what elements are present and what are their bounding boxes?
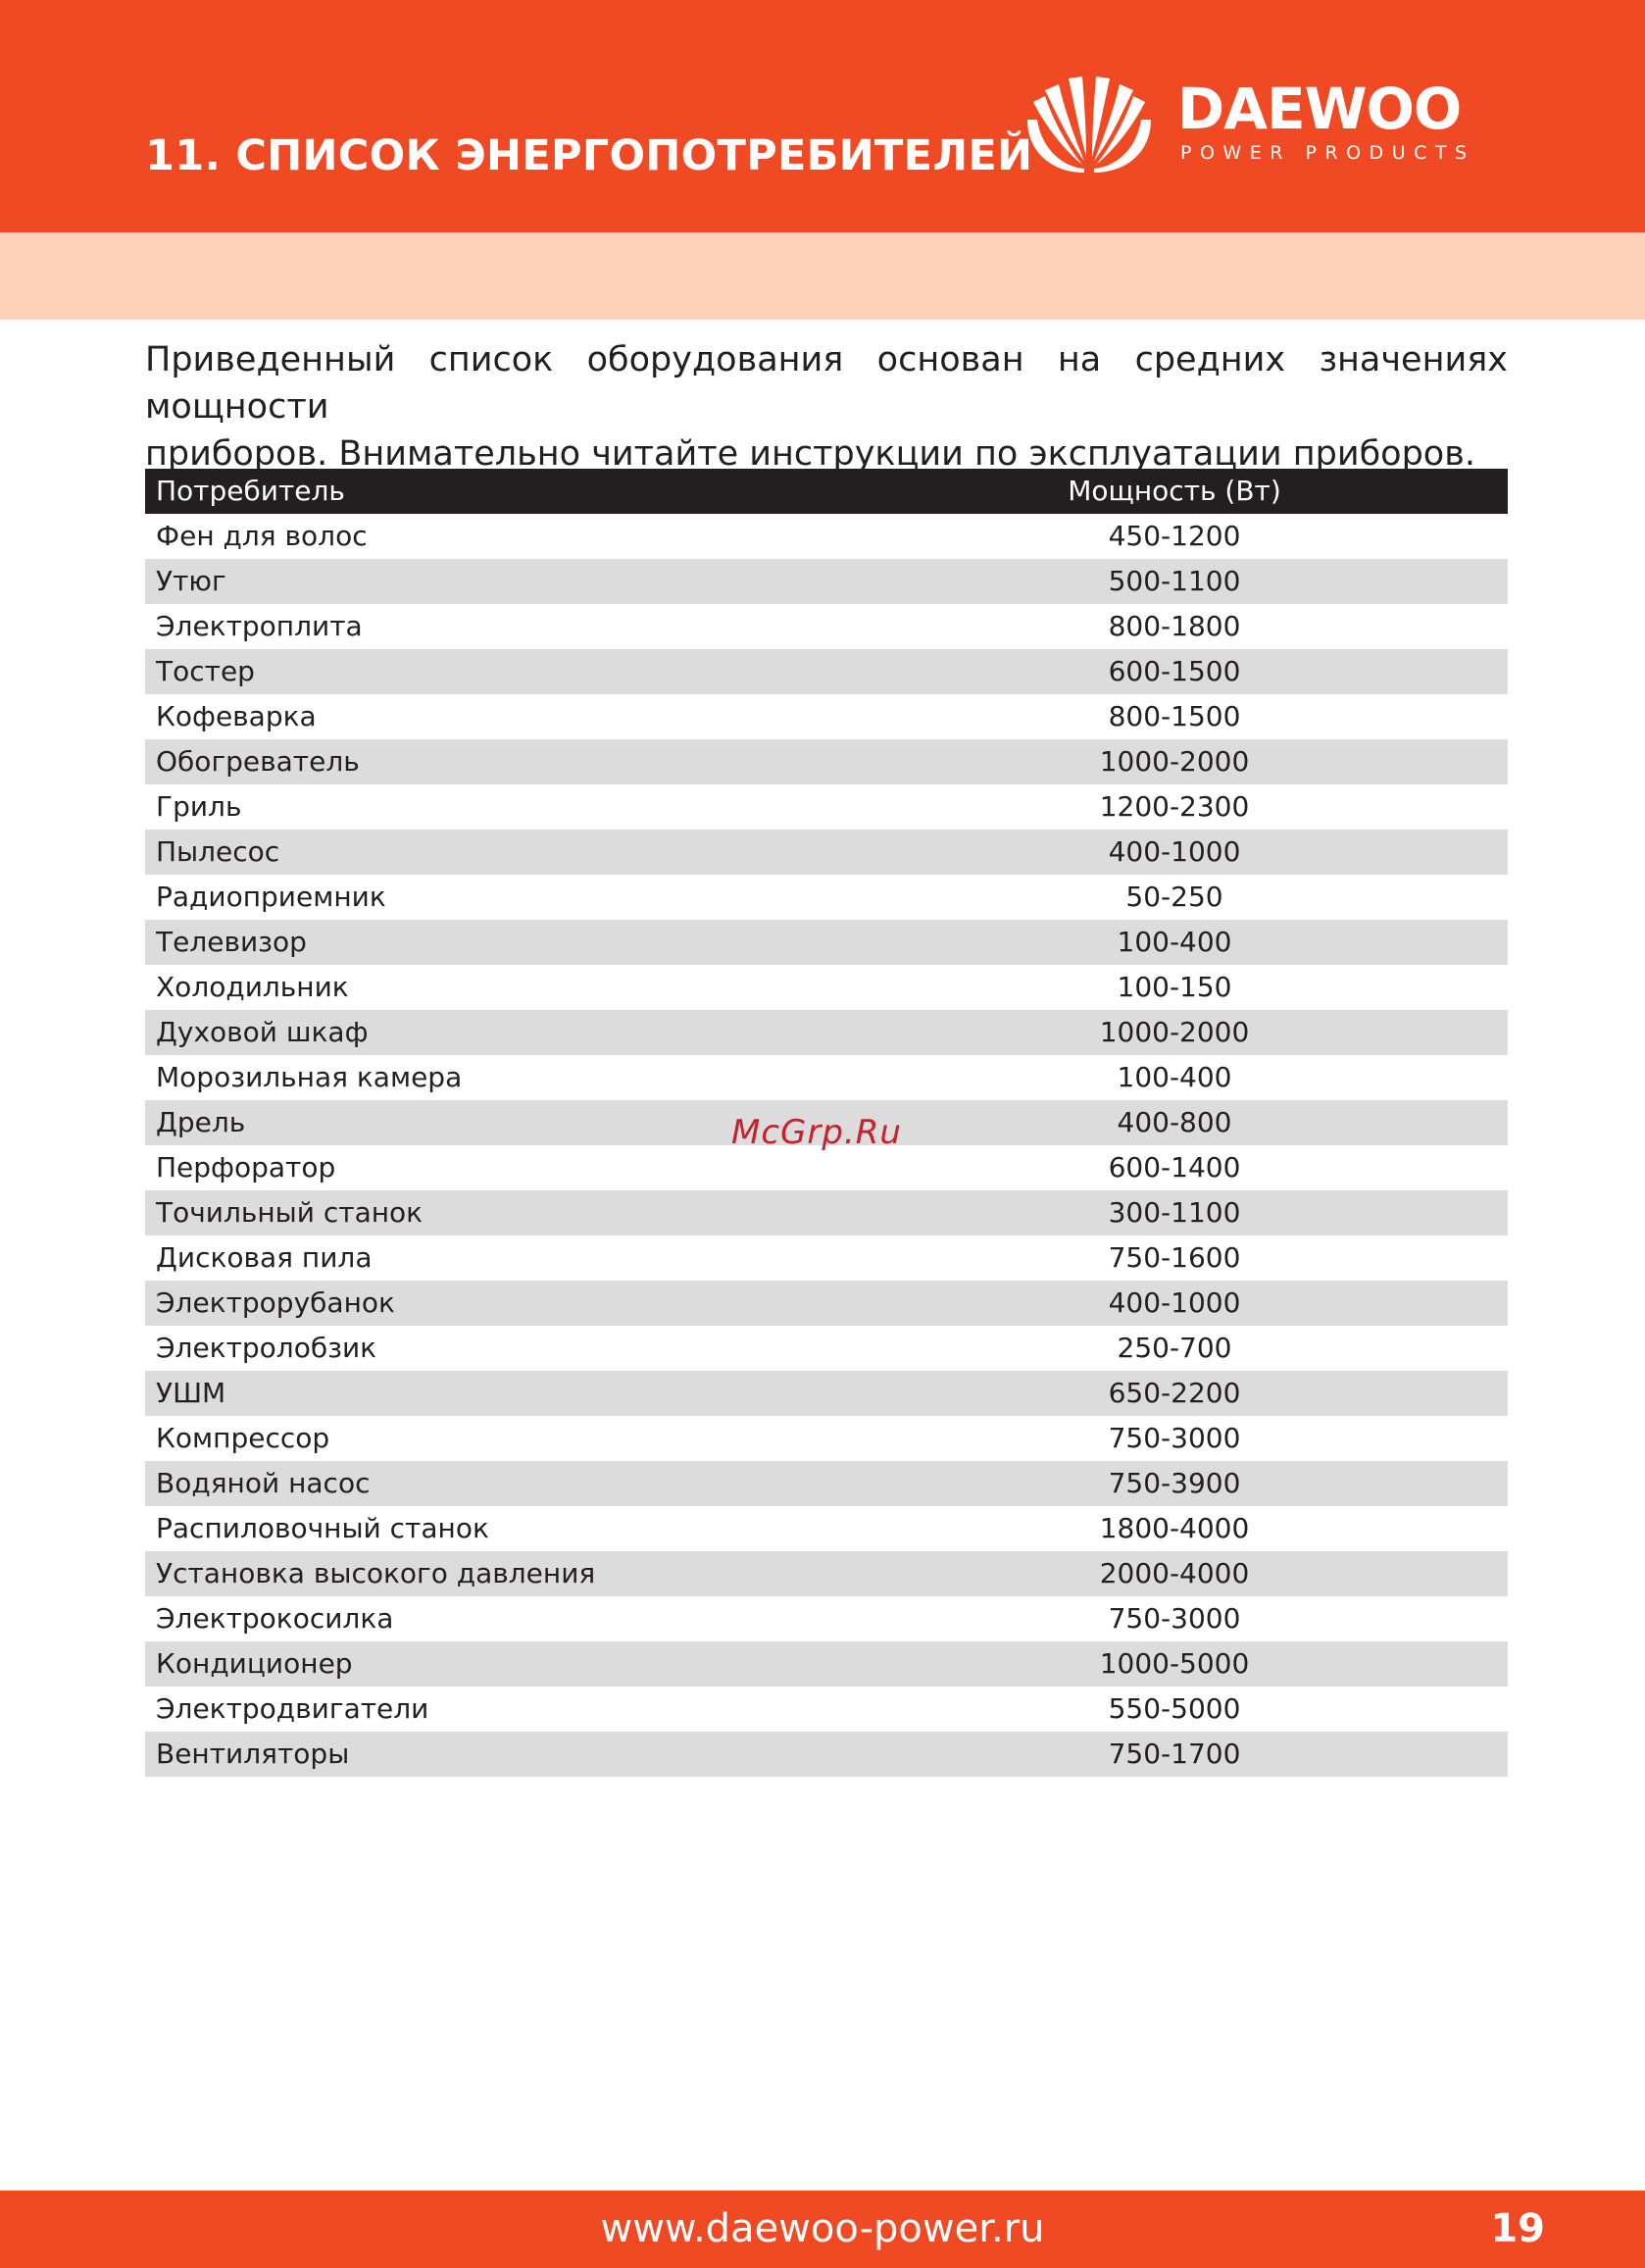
consumer-name-cell: Установка высокого давления	[156, 1557, 596, 1589]
table-row	[145, 1371, 1508, 1416]
table-row	[145, 1010, 1508, 1055]
table-row	[145, 739, 1508, 784]
consumer-name-cell: Водяной насос	[156, 1467, 371, 1499]
watermark: McGrp.Ru	[731, 1113, 902, 1152]
table-row	[145, 965, 1508, 1010]
header-band	[0, 0, 1645, 232]
page-number: 19	[1490, 2206, 1545, 2251]
consumer-name-cell: Фен для волос	[156, 520, 368, 552]
power-value-cell: 1000-2000	[1099, 745, 1250, 778]
consumer-name-cell: Дрель	[156, 1106, 246, 1138]
power-value-cell: 100-400	[1117, 1061, 1232, 1093]
table-row	[145, 1281, 1508, 1326]
power-value-cell: 100-400	[1117, 926, 1232, 958]
power-value-cell: 1000-2000	[1099, 1016, 1250, 1048]
footer-band	[0, 2191, 1645, 2268]
consumer-name-cell: Вентиляторы	[156, 1738, 350, 1770]
power-value-cell: 750-1600	[1108, 1241, 1241, 1274]
power-value-cell: 750-3900	[1108, 1467, 1241, 1499]
table-row	[145, 1641, 1508, 1687]
power-value-cell: 250-700	[1117, 1332, 1232, 1364]
power-value-cell: 650-2200	[1108, 1377, 1241, 1409]
power-value-cell: 100-150	[1117, 971, 1232, 1003]
table-row	[145, 1416, 1508, 1461]
consumer-name-cell: Утюг	[156, 565, 226, 597]
consumer-name-cell: Радиоприемник	[156, 881, 386, 913]
table-row	[145, 920, 1508, 965]
table-row	[145, 1235, 1508, 1281]
table-row	[145, 559, 1508, 604]
power-value-cell: 750-3000	[1108, 1422, 1241, 1454]
consumer-name-cell: Перфоратор	[156, 1151, 336, 1184]
power-value-cell: 750-1700	[1108, 1738, 1241, 1770]
power-value-cell: 300-1100	[1108, 1196, 1241, 1229]
table-row	[145, 1506, 1508, 1551]
table-row	[145, 875, 1508, 920]
table-row	[145, 1326, 1508, 1371]
consumer-name-cell: Электролобзик	[156, 1332, 377, 1364]
power-value-cell: 1800-4000	[1099, 1512, 1250, 1544]
peach-band	[0, 232, 1645, 320]
consumer-name-cell: Электроплита	[156, 610, 363, 642]
table-row	[145, 1461, 1508, 1506]
table-header-row	[145, 469, 1508, 514]
logo-subtitle: POWER PRODUCTS	[1180, 142, 1475, 164]
table-row	[145, 1732, 1508, 1777]
intro-paragraph	[145, 336, 1508, 478]
power-value-cell: 500-1100	[1108, 565, 1241, 597]
consumer-name-cell: Гриль	[156, 790, 242, 823]
consumer-name-cell: Электрорубанок	[156, 1286, 395, 1319]
table-row	[145, 1596, 1508, 1641]
power-value-cell: 2000-4000	[1099, 1557, 1250, 1589]
table-row	[145, 784, 1508, 830]
intro-line: Приведенный список оборудования основан на средних значениях мощности	[145, 340, 1508, 427]
consumer-name-cell: Пылесос	[156, 835, 280, 868]
power-value-cell: 600-1500	[1108, 655, 1241, 687]
power-value-cell: 1000-5000	[1099, 1647, 1250, 1680]
power-value-cell: 400-1000	[1108, 835, 1241, 868]
column-header-power: Мощность (Вт)	[1068, 475, 1281, 507]
footer-website-link[interactable]: www.daewoo-power.ru	[600, 2206, 1045, 2251]
daewoo-logo	[1025, 76, 1516, 175]
table-row	[145, 514, 1508, 559]
consumer-name-cell: Кондиционер	[156, 1647, 353, 1680]
table-row	[145, 694, 1508, 739]
power-value-cell: 550-5000	[1108, 1692, 1241, 1725]
daewoo-shell-icon	[1025, 76, 1153, 175]
consumer-name-cell: Духовой шкаф	[156, 1016, 369, 1048]
consumer-name-cell: Кофеварка	[156, 700, 317, 732]
logo-wordmark: DAEWOO	[1177, 76, 1462, 142]
consumer-name-cell: Дисковая пила	[156, 1241, 373, 1274]
column-header-consumer: Потребитель	[156, 475, 345, 507]
intro-line: приборов. Внимательно читайте инструкции по эксплуатации приборов.	[145, 434, 1475, 474]
power-value-cell: 400-1000	[1108, 1286, 1241, 1319]
power-value-cell: 450-1200	[1108, 520, 1241, 552]
table-row	[145, 830, 1508, 875]
power-value-cell: 50-250	[1125, 881, 1223, 913]
power-value-cell: 750-3000	[1108, 1602, 1241, 1635]
consumer-name-cell: Телевизор	[156, 926, 307, 958]
consumer-name-cell: УШМ	[156, 1377, 226, 1409]
power-value-cell: 800-1800	[1108, 610, 1241, 642]
table-row	[145, 604, 1508, 649]
table-row	[145, 1687, 1508, 1732]
power-value-cell: 400-800	[1117, 1106, 1232, 1138]
consumer-name-cell: Распиловочный станок	[156, 1512, 489, 1544]
table-row	[145, 1055, 1508, 1100]
page-title: 11. СПИСОК ЭНЕРГОПОТРЕБИТЕЛЕЙ	[145, 131, 1033, 180]
consumer-name-cell: Точильный станок	[156, 1196, 424, 1229]
consumer-name-cell: Морозильная камера	[156, 1061, 463, 1093]
table-row	[145, 1190, 1508, 1235]
consumer-name-cell: Тостер	[156, 655, 255, 687]
power-value-cell: 800-1500	[1108, 700, 1241, 732]
table-row	[145, 649, 1508, 694]
consumer-name-cell: Электрокосилка	[156, 1602, 394, 1635]
table-row	[145, 1551, 1508, 1596]
power-value-cell: 600-1400	[1108, 1151, 1241, 1184]
power-value-cell: 1200-2300	[1099, 790, 1250, 823]
consumer-name-cell: Электродвигатели	[156, 1692, 429, 1725]
consumer-name-cell: Компрессор	[156, 1422, 330, 1454]
consumer-name-cell: Обогреватель	[156, 745, 360, 778]
consumer-name-cell: Холодильник	[156, 971, 349, 1003]
